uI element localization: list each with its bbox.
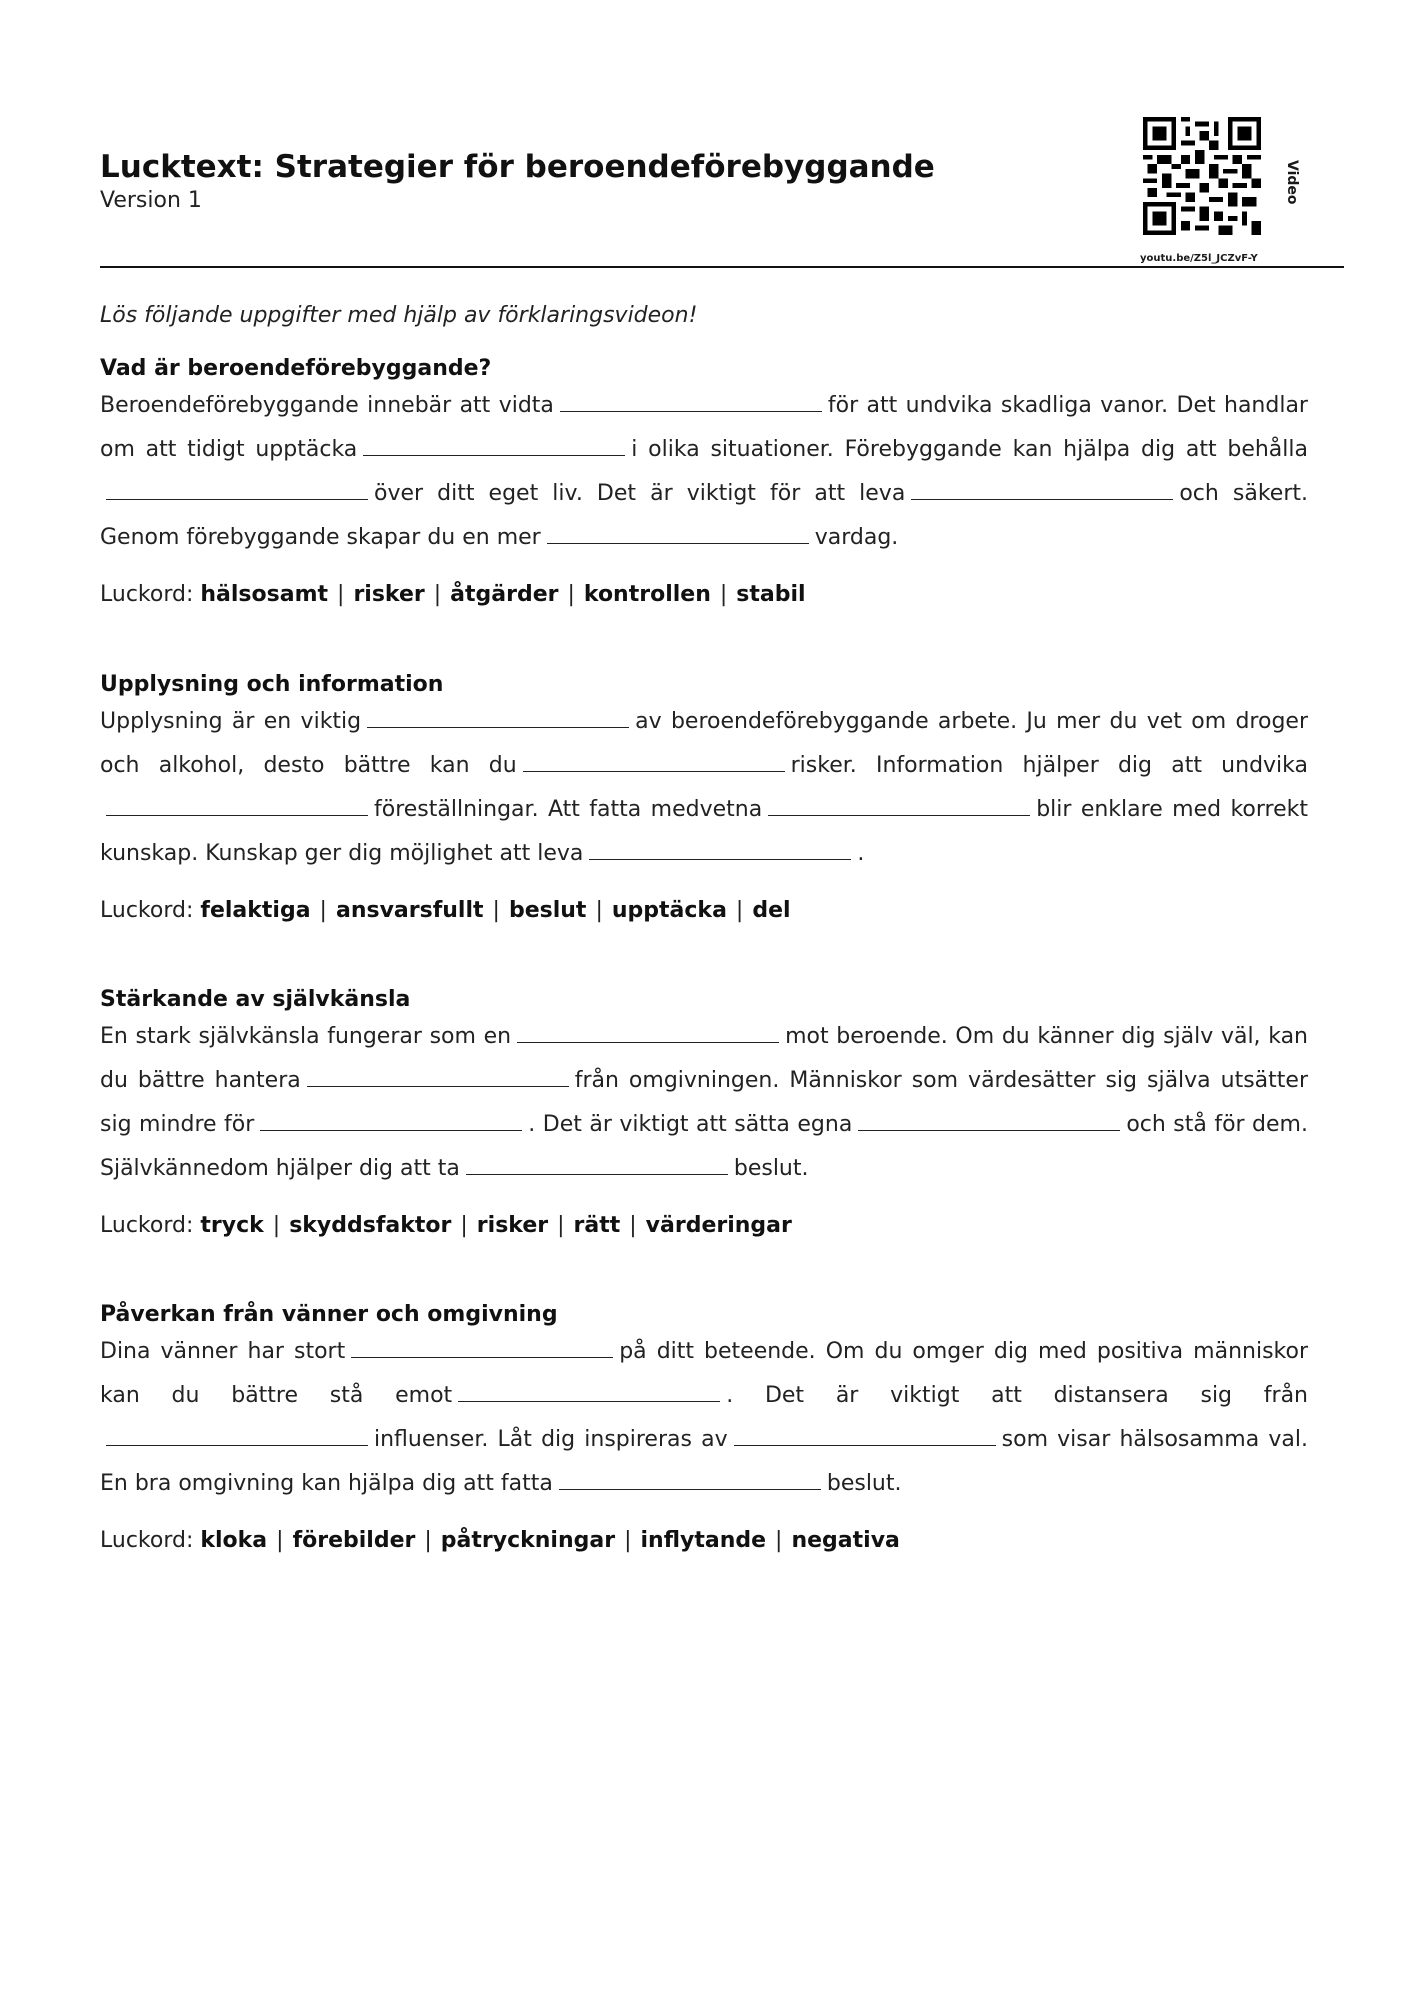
text-segment: . — [857, 841, 865, 866]
text-segment: risker. Information hjälper dig att undvika — [790, 753, 1308, 778]
word-bank-word: upptäcka — [611, 898, 727, 923]
word-bank: Luckord: felaktiga | ansvarsfullt | beslut | upptäcka | del — [100, 898, 791, 923]
blank-input[interactable] — [106, 479, 368, 500]
text-segment: blir enklare med korrekt kunskap. Kunskap ger dig möjlighet att leva — [100, 797, 1309, 866]
blank-input[interactable] — [911, 479, 1173, 500]
blank-input[interactable] — [547, 523, 809, 544]
text-segment: beslut. — [733, 1156, 809, 1181]
text-segment: och stå för dem. Självkännedom hjälper dig att ta — [100, 1112, 1308, 1181]
section-1 — [100, 354, 1308, 610]
cloze-paragraph — [100, 700, 1308, 876]
blank-input[interactable] — [523, 751, 785, 772]
word-bank-word: risker — [476, 1213, 549, 1238]
word-bank-word: påtryckningar — [440, 1528, 616, 1553]
blank-input[interactable] — [560, 391, 822, 412]
text-segment: över ditt eget liv. Det är viktigt för att leva — [374, 481, 906, 506]
blank-input[interactable] — [351, 1337, 613, 1358]
word-bank: Luckord: kloka | förebilder | påtryckningar | inflytande | negativa — [100, 1528, 900, 1553]
blank-input[interactable] — [367, 707, 629, 728]
blank-input[interactable] — [106, 795, 368, 816]
word-bank-word: skyddsfaktor — [289, 1213, 452, 1238]
section-heading: Stärkande av självkänsla — [100, 987, 411, 1012]
word-bank-word: negativa — [791, 1528, 900, 1553]
section-heading: Upplysning och information — [100, 672, 444, 697]
text-segment: Upplysning är en viktig — [100, 709, 362, 734]
word-bank-word: kloka — [200, 1528, 268, 1553]
section-3 — [100, 985, 1308, 1241]
intro-instruction: Lös följande uppgifter med hjälp av förklaringsvideon! — [100, 303, 698, 328]
word-bank-label: Luckord: — [100, 1213, 194, 1238]
word-bank-label: Luckord: — [100, 582, 194, 607]
word-bank: Luckord: hälsosamt | risker | åtgärder | kontrollen | stabil — [100, 582, 806, 607]
blank-input[interactable] — [260, 1110, 522, 1131]
version-label: Version 1 — [100, 188, 202, 214]
text-segment: En stark självkänsla fungerar som en — [100, 1024, 512, 1049]
word-bank-word: rätt — [573, 1213, 621, 1238]
word-bank-word: kontrollen — [583, 582, 711, 607]
section-4 — [100, 1300, 1308, 1556]
video-label: Video — [1284, 160, 1300, 205]
text-segment: föreställningar. Att fatta medvetna — [374, 797, 763, 822]
header-divider — [100, 266, 1344, 268]
word-bank-word: ansvarsfullt — [335, 898, 484, 923]
text-segment: Dina vänner har stort — [100, 1339, 346, 1364]
word-bank-word: förebilder — [292, 1528, 416, 1553]
blank-input[interactable] — [559, 1469, 821, 1490]
cloze-paragraph — [100, 1330, 1308, 1506]
blank-input[interactable] — [466, 1154, 728, 1175]
cloze-paragraph — [100, 384, 1308, 560]
blank-input[interactable] — [307, 1066, 569, 1087]
text-segment: . Det är viktigt att distansera sig från — [726, 1383, 1309, 1408]
word-bank-word: stabil — [736, 582, 806, 607]
blank-input[interactable] — [458, 1381, 720, 1402]
word-bank-word: beslut — [508, 898, 587, 923]
blank-input[interactable] — [589, 839, 851, 860]
word-bank-word: risker — [353, 582, 425, 607]
text-segment: influenser. Låt dig inspireras av — [374, 1427, 728, 1452]
blank-input[interactable] — [106, 1425, 368, 1446]
qr-url: youtu.be/Z5l_JCZvF-Y — [1140, 253, 1258, 264]
word-bank: Luckord: tryck | skyddsfaktor | risker | rätt | värderingar — [100, 1213, 792, 1238]
qr-code-icon — [1143, 117, 1261, 235]
word-bank-word: inflytande — [640, 1528, 767, 1553]
word-bank-word: värderingar — [645, 1213, 792, 1238]
text-segment: av beroendeförebyggande arbete. Ju mer du vet om droger och alkohol, desto bättre kan du — [100, 709, 1308, 778]
section-heading: Vad är beroendeförebyggande? — [100, 356, 492, 381]
text-segment: som visar hälsosamma val. En bra omgivning kan hjälpa dig att fatta — [100, 1427, 1308, 1496]
cloze-paragraph — [100, 1015, 1308, 1191]
text-segment: och säkert. Genom förebyggande skapar du en mer — [100, 481, 1308, 550]
word-bank-label: Luckord: — [100, 898, 194, 923]
word-bank-word: felaktiga — [200, 898, 311, 923]
blank-input[interactable] — [517, 1022, 779, 1043]
word-bank-word: del — [752, 898, 791, 923]
word-bank-word: hälsosamt — [200, 582, 329, 607]
page-title: Lucktext: Strategier för beroendeförebyggande — [100, 149, 935, 185]
text-segment: på ditt beteende. Om du omger dig med positiva människor kan du bättre stå emot — [100, 1339, 1308, 1408]
word-bank-word: tryck — [200, 1213, 264, 1238]
word-bank-label: Luckord: — [100, 1528, 194, 1553]
word-bank-word: åtgärder — [450, 582, 559, 607]
text-segment: för att undvika skadliga vanor. Det handlar om att tidigt upptäcka — [100, 393, 1308, 462]
text-segment: Beroendeförebyggande innebär att vidta — [100, 393, 554, 418]
blank-input[interactable] — [734, 1425, 996, 1446]
text-segment: mot beroende. Om du känner dig själv väl, kan du bättre hantera — [100, 1024, 1308, 1093]
text-segment: beslut. — [826, 1471, 902, 1496]
document-header — [100, 150, 935, 213]
blank-input[interactable] — [363, 435, 625, 456]
text-segment: vardag. — [814, 525, 899, 550]
text-segment: från omgivningen. Människor som värdesätter sig själva utsätter sig mindre för — [100, 1068, 1308, 1137]
blank-input[interactable] — [858, 1110, 1120, 1131]
text-segment: i olika situationer. Förebyggande kan hjälpa dig att behålla — [631, 437, 1308, 462]
section-heading: Påverkan från vänner och omgivning — [100, 1302, 558, 1327]
blank-input[interactable] — [768, 795, 1030, 816]
text-segment: . Det är viktigt att sätta egna — [528, 1112, 853, 1137]
section-2 — [100, 670, 1308, 926]
